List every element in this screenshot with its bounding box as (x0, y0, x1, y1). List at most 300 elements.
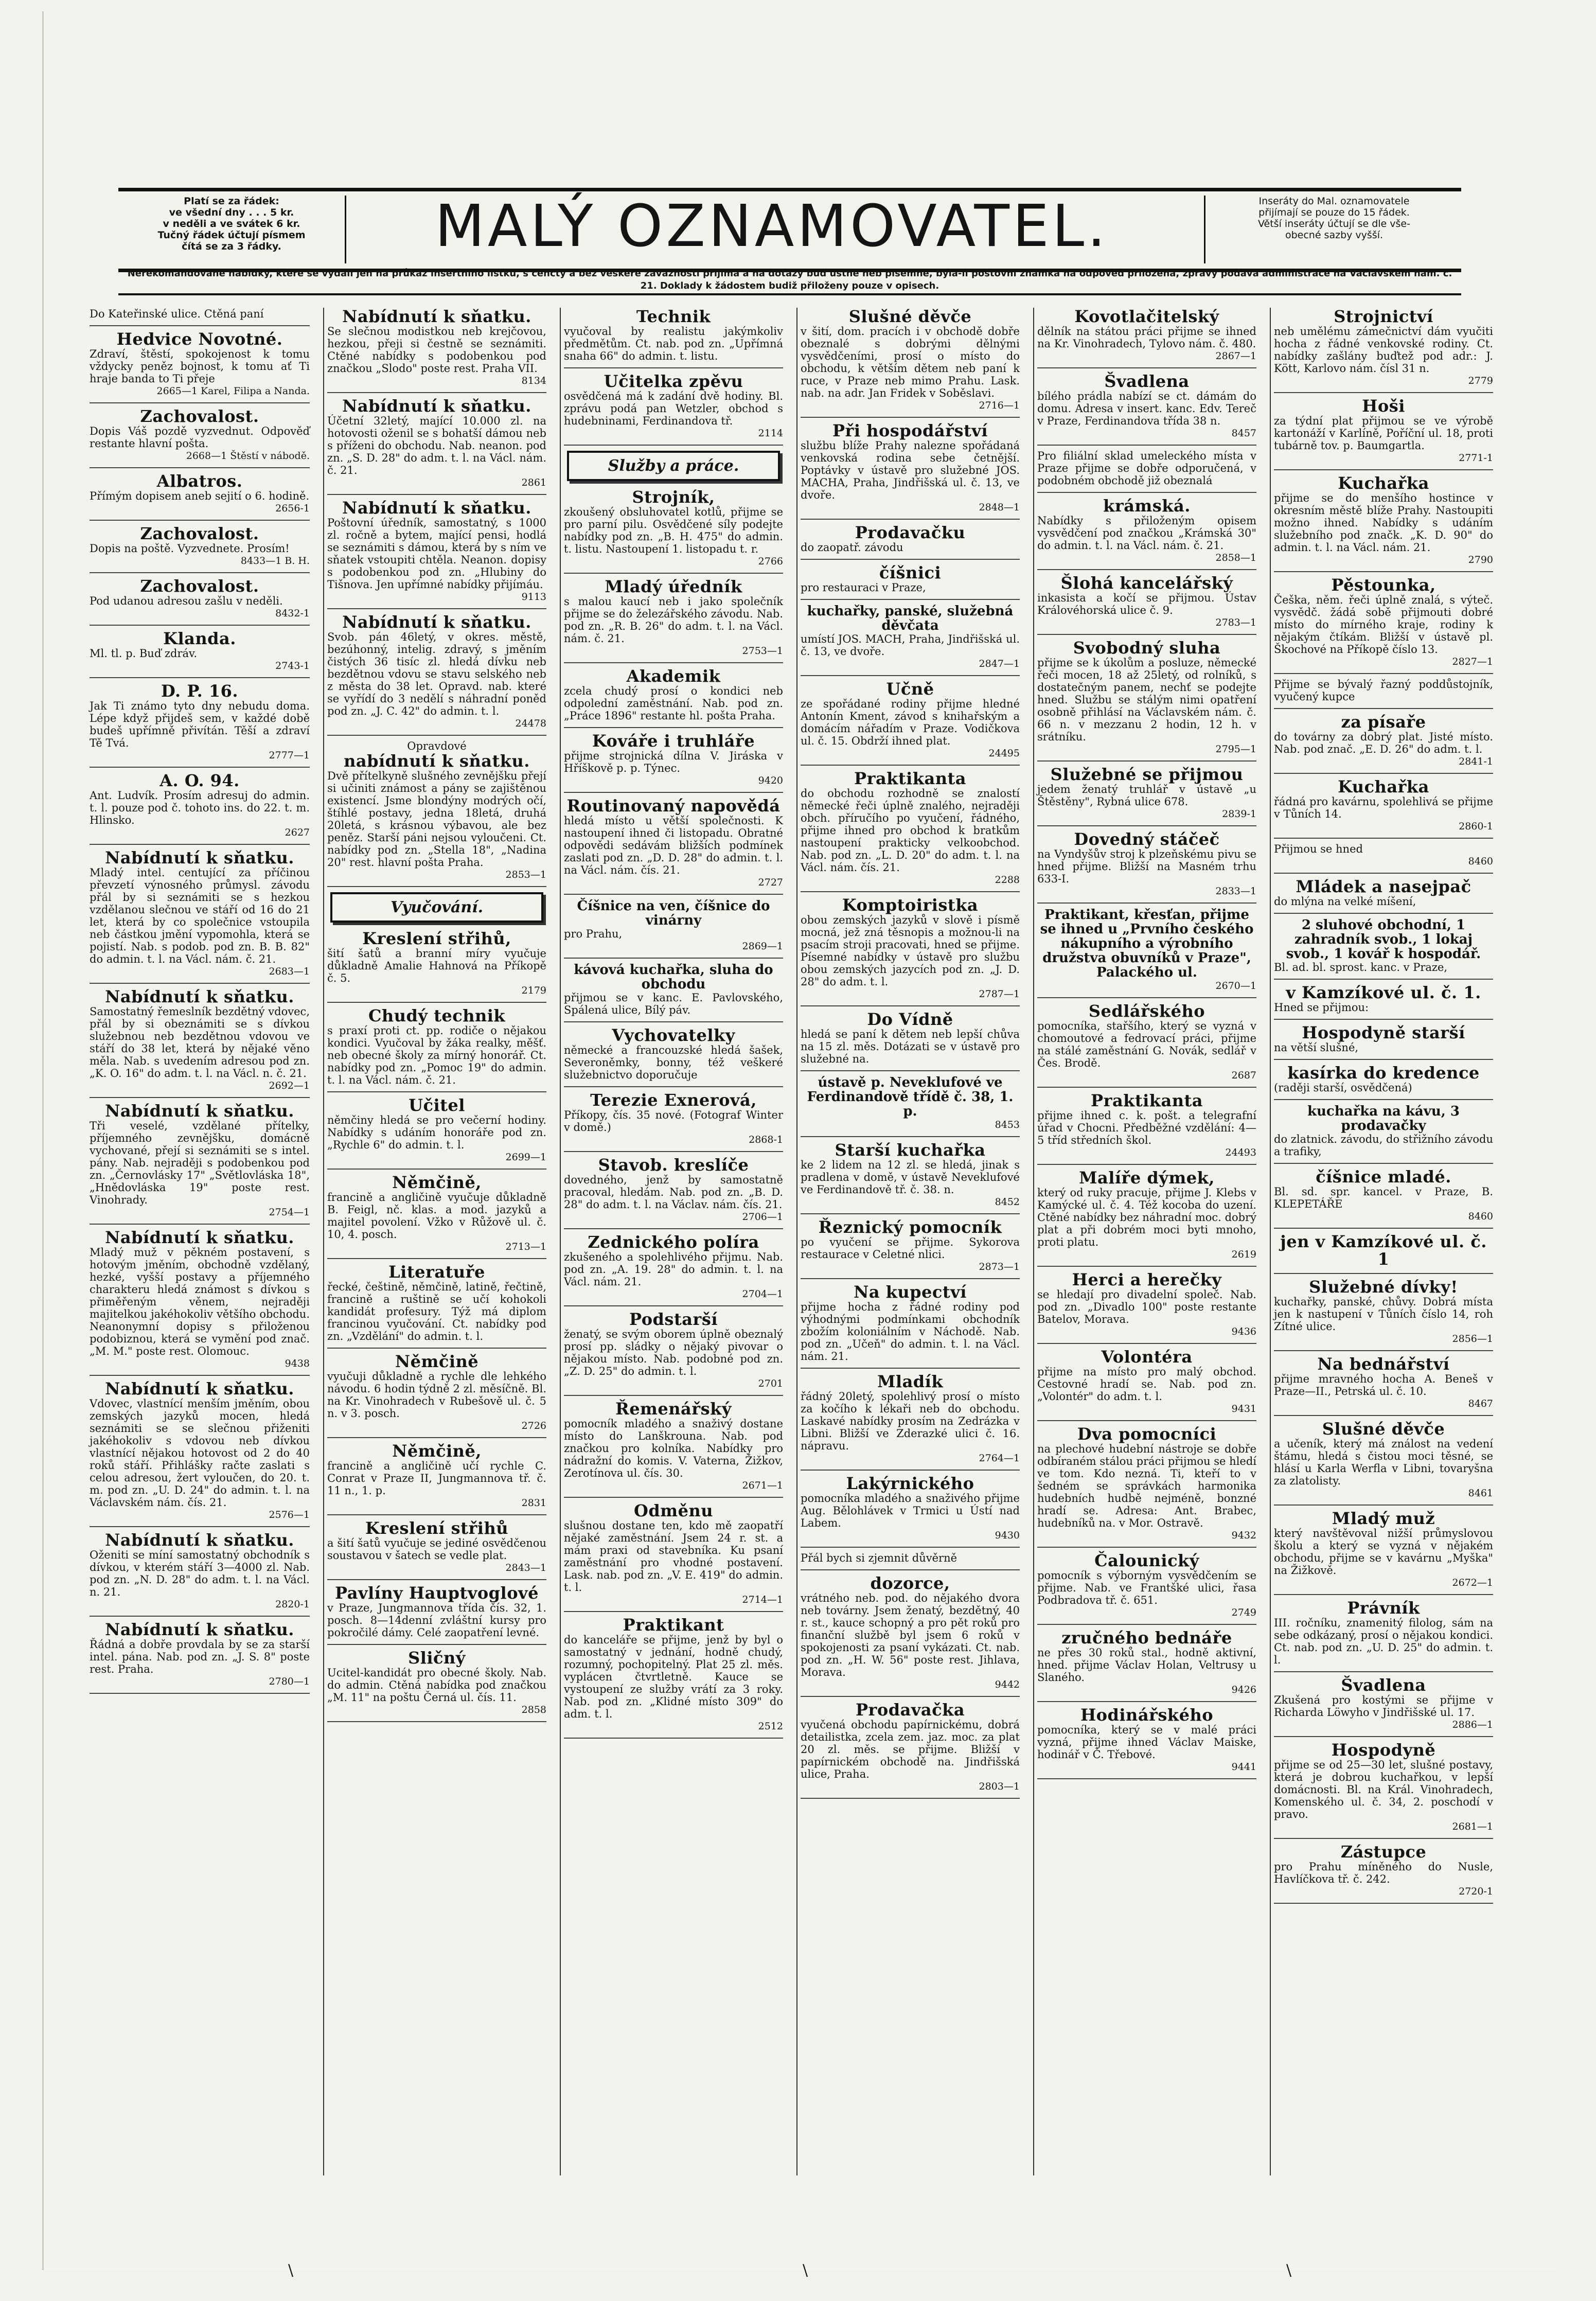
ad-code: 2860-1 (1459, 821, 1493, 832)
classified-ad (801, 770, 1020, 886)
ad-heading: Učitelka zpěvu (604, 371, 743, 391)
ad-column (86, 308, 313, 2175)
ad-divider (801, 417, 1020, 418)
ad-heading: Mladý muž (1332, 1509, 1435, 1528)
ad-body: Jak Ti známo tyto dny nebudu doma. Lépe když přijdeš sem, v každé době budeš upřímně přivítán. Těší a zdraví Tě Tvá. (90, 700, 310, 749)
ad-code: 8134 (521, 375, 546, 386)
ad-divider (801, 1070, 1020, 1071)
ad-code: 2701 (758, 1378, 783, 1389)
ad-body: řádný 20letý, spolehlivý prosí o místo za kočího k lékaři neb do obchodu. Laskavé nabídky prosím na Zedrázka v Libni. Bližší ve Zderazké ulici č. 16. nápravu. (801, 1390, 1020, 1452)
ad-divider (327, 1258, 546, 1259)
ad-heading: Pavlíny Hauptvoglové (335, 1583, 539, 1603)
ad-divider (1274, 773, 1493, 774)
ad-heading: Nabídnutí k sňatku. (342, 308, 531, 326)
ad-body: Poštovní úředník, samostatný, s 1000 zl. ročně a bytem, mající pensi, hodlá se seznámiti s dámou, která by s ním ve sňatek vstoupiti chtěla. Neanon. dopisy s podobenkou pod zn. „Hlubiny do Tišnova. Jen upřímné nabídky přijímáu. (327, 517, 546, 591)
ad-heading: Němčině, (392, 1173, 482, 1192)
ad-body: francině a angličině učí rychle C. Conrat v Praze II, Jungmannova tř. č. 11 n., 1. p. (327, 1460, 546, 1497)
ad-body: hledá se paní k dětem neb lepší chůva na 15 zl. měs. Dotázati se v ústavě pro služebné na. (801, 1028, 1020, 1065)
ad-body: přijme se od 25—30 let, slušné postavy, která je dobrou kuchařkou, v lepší domácnosti. Bl. na Král. Vinohradech, Komenského ul. č. 34, 2. poschodí v pravo. (1274, 1759, 1493, 1820)
ad-heading: Číšnice na ven, číšnice do vinárny (577, 898, 770, 928)
ad-body: Svob. pán 46letý, v okres. městě, bezúhonný, intelig. zdravý, s jměním čistých 36 tisíc zl. hledá dívku neb bezdětnou vdovu se stavu selského neb z města do 38 let. Opravd. nab. které se vyřídí do 3 nedělí s náhradní poněd pod zn. „J. C. 42" do admin. t. l. (327, 631, 546, 717)
classified-ad (1037, 497, 1256, 564)
ad-heading: Při hospodářství (832, 421, 988, 440)
ad-heading: kuchařka na kávu, 3 prodavačky (1307, 1104, 1460, 1134)
ad-divider (801, 1470, 1020, 1471)
ad-divider (90, 572, 310, 573)
classified-ad (327, 1584, 546, 1639)
ad-heading: A. O. 94. (159, 771, 240, 790)
ad-heading: Praktikanta (1091, 1091, 1203, 1110)
ad-body: po vyučení se přijme. Sykorova restaurace v Celetné nlici. (801, 1236, 1020, 1261)
classified-ad (564, 1502, 783, 1606)
ad-body: službu blíže Prahy nalezne spořádaná venkovská rodina sebe četnější. Poptávky v ústavě pro služebné JOS. MACHA, Praha, Jindřišská ul. č. 13, ve dvoře. (801, 439, 1020, 501)
rates-line: Tučný řádek účtují písmem (157, 229, 306, 241)
ad-heading: Hospodyně (1331, 1740, 1436, 1760)
masthead-rules (1204, 196, 1463, 263)
ad-heading: číšnice mladé. (1316, 1167, 1451, 1187)
ad-heading: Hedvice Novotné. (116, 329, 283, 349)
classified-ad (327, 1007, 546, 1086)
ad-heading: Prodavačka (855, 1700, 965, 1720)
ad-divider (801, 891, 1020, 892)
rates-line: Platí se za řádek: (184, 196, 279, 207)
classified-ad (1274, 778, 1493, 833)
ad-body: Ucitel-kandidát pro obecné školy. Nab. do admin. Ctěná nabídka pod značkou „M. 11" na poštu Černá ul. čís. 11. (327, 1667, 546, 1704)
ad-code: 9430 (995, 1530, 1020, 1541)
ad-code: 2780—1 (269, 1676, 310, 1687)
ad-heading: Komptoiristka (842, 895, 979, 915)
classified-ad (90, 1229, 310, 1370)
ad-divider (90, 677, 310, 678)
ad-body: němčiny hledá se pro večerní hodiny. Nabídky s udáním honoráře pod zn. „Rychle 6" do admin. t. l. (327, 1114, 546, 1151)
classified-ad (1274, 984, 1493, 1014)
ad-code: 2853—1 (505, 869, 546, 880)
ad-code: 2743-1 (275, 660, 310, 671)
ad-code: 2699—1 (505, 1152, 546, 1163)
ad-divider (564, 1021, 783, 1022)
ad-column (560, 308, 786, 2175)
ad-code: 2706—1 (742, 1211, 783, 1223)
ad-divider (1037, 1624, 1256, 1625)
ad-heading: Kuchařka (1338, 777, 1429, 796)
classified-ad (327, 397, 546, 489)
ad-divider (1037, 902, 1256, 904)
ad-code: 2704—1 (742, 1288, 783, 1300)
ad-heading: Čalounický (1094, 1551, 1199, 1570)
ad-divider (1037, 825, 1256, 826)
classified-ad (90, 577, 310, 620)
ad-code: 2868-1 (749, 1134, 783, 1145)
ad-heading: Nabídnutí k sňatku. (105, 987, 294, 1006)
classified-ad (1274, 1278, 1493, 1345)
footer-mark: \ (288, 2261, 294, 2279)
classified-ad (801, 1218, 1020, 1273)
classified-ad (801, 1475, 1020, 1542)
ad-column (1270, 308, 1496, 2175)
ad-body: Nabídky s přiloženým opisem vysvědčení pod značkou „Krámská 30" do admin. t. l. na Václ. nám. č. 21. (1037, 515, 1256, 552)
ad-body: Ant. Ludvík. Prosím adresuj do admin. t. l. pouze pod č. tohoto ins. do 22. t. m. Hlinsko. (90, 789, 310, 826)
ad-body: který od ruky pracuje, přijme J. Klebs v Kamýcké ul. č. 4. Též kocoba do uzení. Ctěné nabídky bez náhradní moc. dobrý plat a při dobrém moci byti mnoho, proti platu. (1037, 1187, 1256, 1248)
ad-divider (1037, 367, 1256, 368)
ad-heading: Na bednářství (1317, 1354, 1450, 1374)
ad-body: pomocníka, stařšího, který se vyzná v chomoutové a fedrovací práci, přijme na stálé zaměstnání G. Novák, sedlář v Čes. Brodě. (1037, 1020, 1256, 1069)
classified-ad (1274, 308, 1493, 387)
ad-divider (801, 1213, 1020, 1214)
ad-divider (327, 1579, 546, 1580)
ad-body: Dvě přítelkyně slušného zevnějšku přejí si učiniti známost a pány se zajištěnou existencí. Jsme blondýny modrých očí, štíhlé postavy, jedna 18letá, druhá 20letá, s krásnou výbavou, ale bez peněz. Starší páni nejsou vyloučeni. Ct. nabídky pod zn. „Stella 18", „Nadina 20" rest. hlavní pošta Praha. (327, 770, 546, 869)
ad-divider (564, 1395, 783, 1396)
classified-ad (1037, 1002, 1256, 1082)
ad-divider (1274, 1838, 1493, 1839)
ad-body: Přijmou se hned (1274, 843, 1363, 855)
ad-body: Pro filiální sklad umeleckého místa v Praze přijme se dobře odporučená, v podobném obchodě již obeznalá (1037, 450, 1256, 487)
ad-heading: Hoši (1362, 396, 1405, 416)
ad-body: osvědčená má k zadání dvě hodiny. Bl. zprávu podá pan Wetzler, obchod s hudebninami, Ferdinandova tř. (564, 390, 783, 427)
classified-ad (564, 373, 783, 439)
classified-ad (327, 1649, 546, 1716)
ad-heading: Kreslení střihů, (362, 929, 511, 948)
ad-code: 2848—1 (979, 502, 1020, 513)
ad-heading: Herci a herečky (1072, 1270, 1222, 1289)
ad-code: 9438 (285, 1358, 310, 1369)
ad-code: 9420 (758, 775, 783, 786)
ad-body: za týdní plat přijmou se ve výrobě kartonáží v Karlíně, Poříční ul. 18, proti tubárně tov. p. Baumgartla. (1274, 415, 1493, 452)
ad-code: 2831 (521, 1497, 546, 1509)
classified-ad (801, 1075, 1020, 1131)
ad-body: přijme mravného hocha A. Beneš v Praze—II., Petrská ul. č. 10. (1274, 1373, 1493, 1397)
ad-code: 2683—1 (269, 966, 310, 977)
ad-heading: Nabídnutí k sňatku. (105, 1228, 294, 1247)
ad-heading: Služebné se přijmou (1050, 765, 1244, 784)
ad-body: a šití šatů vyučuje se jediné osvědčenou soustavou v šatech se vedle plat. (327, 1537, 546, 1562)
ad-heading: Právník (1347, 1598, 1420, 1618)
ad-divider (327, 494, 546, 495)
ad-code: 8467 (1468, 1398, 1493, 1409)
ad-code: 2681—1 (1452, 1821, 1493, 1832)
ad-divider (1274, 979, 1493, 980)
masthead-note: Nerekomandované nabídky, které se vydalí jen na průkaz insertního lístku, s ceñcty a bez veškeré závaznosti přijímá a na dotazy buď ústně neb písemně, byla-li poštovní známka na odpověď přiložena, zprávy podává administrace na Václavském nám. č. 21. Doklady k žádostem budiž přiloženy pouze v opisech. (118, 268, 1461, 295)
ad-body: Přímým dopisem aneb sejití o 6. hodině. (90, 490, 310, 502)
ad-code: 2727 (758, 877, 783, 888)
ad-body: zcela chudý prosí o kondici neb odpolední zaměstnání. Nab. pod zn. „Práce 1896" restante hl. pošta Praha. (564, 685, 783, 722)
ad-heading: Šlohá kancelářský (1060, 573, 1233, 593)
ad-code: 2687 (1231, 1070, 1256, 1081)
ad-code: 2716—1 (979, 400, 1020, 411)
ad-body: Samostatný řemeslník bezdětný vdovec, přál by si obeznámiti se s dívkou služebnou neb bezdětnou vdovou ve stáří do 38 let, která by nějaké věno měla. Nab. s uvedením adresou pod zn. „K. O. 16" do adm. t. l. na Václ. n. č. 21. (90, 1005, 310, 1079)
ad-code: 2668—1 Štěstí v nábodě. (186, 450, 310, 462)
ad-heading: Kuchařka (1338, 473, 1429, 493)
ad-divider (801, 559, 1020, 560)
classified-ad (327, 1519, 546, 1574)
ad-heading: krámská. (1103, 496, 1191, 516)
ad-divider (564, 1228, 783, 1229)
ad-body: Zkušená pro kostými se přijme v Richarda Löwyho v Jindřišské ul. 17. (1274, 1694, 1493, 1719)
ad-body: pomocník mladého a snaživý dostane místo do Lanškrouna. Nab. pod značkou pro kolníka. Nabídky pro nádražní do komis. V. Vaterna, Žižkov, Zerotínova ul. čís. 30. (564, 1418, 783, 1479)
ad-heading: Slušné děvče (848, 308, 972, 326)
classified-ad (90, 630, 310, 672)
classified-ad (90, 1531, 310, 1610)
footer-mark: \ (1286, 2261, 1292, 2279)
ad-body: se hledají pro divadelní společ. Nab. pod zn. „Divadlo 100" poste restante Batelov, Morava. (1037, 1288, 1256, 1325)
ad-body: pomocníka, který se v malé práci vyzná, přijme ihned Václav Maiske, hodinář v Č. Třebové. (1037, 1724, 1256, 1761)
classified-ad (801, 680, 1020, 759)
classified-ad (327, 613, 546, 730)
ad-divider (90, 325, 310, 326)
ad-heading: Němčině (395, 1352, 479, 1371)
ad-heading: Dva pomocníci (1077, 1424, 1217, 1444)
classified-ad (1274, 1599, 1493, 1666)
ad-body: III. ročníku, znamenitý filolog, sám na sebe odkázaný, prosí o nějakou kondici. Ct. nab. pod zn. „U. D. 25" do admin. t. l. (1274, 1617, 1493, 1666)
ad-divider (90, 402, 310, 403)
ad-body: Mladý muž v pěkném postavení, s hotovým jměním, obchodně vzdělaný, hezké, vyšší postavy a příjemného charakteru hledá známost s dívkou s přiměřeným věnem, nejraději majitelkou jakéhokoliv většího obchodu. Neanonymní dopisy s přiloženou podobiznou, která se vymění pod znač. „M. M." poste rest. Olomouc. (90, 1246, 310, 1357)
ad-body: slušnou dostane ten, kdo mě zaopatří nějaké zaměstnání. Jsem 24 r. st. a mám praxi od stavebníka. Ku psaní zaměstnání pro vhodné postavení. Lask. nab. pod zn. „V. E. 419" do admin. t. l. (564, 1519, 783, 1594)
classified-ad (801, 1141, 1020, 1208)
ad-body: Řádná a dobře provdala by se za starší intel. pána. Nab. pod zn. „J. S. 8" poste rest. Praha. (90, 1638, 310, 1675)
classified-ad (90, 682, 310, 762)
ad-body: Do Kateřinské ulice. Ctěná paní (90, 308, 264, 320)
ad-divider (327, 392, 546, 393)
ad-code: 9442 (995, 1679, 1020, 1690)
ad-divider (801, 1368, 1020, 1369)
ad-heading: Hodinářského (1080, 1705, 1214, 1725)
ad-code: 2766 (758, 556, 783, 567)
ad-body: v Praze, Jungmannova třída čís. 32, 1. posch. 8—14denní zvláštní kursy pro pokročilé dámy. Celé zaopatření levné. (327, 1602, 546, 1639)
ad-code: 2841-1 (1459, 756, 1493, 767)
ad-heading: Nabídnutí k sňatku. (342, 498, 531, 518)
classified-ad (801, 564, 1020, 594)
ad-body: dovedného, jenž by samostatně pracoval, hledám. Nab. pod zn. „B. D. 28" do adm. t. l. na Václav. nám. čís. 21. (564, 1174, 783, 1211)
ad-body: řecké, češtině, němčině, latině, řečtině, francině a ruštině se učí kohokoli kandidát profesury. Týž má diplom francinou vyučování. Ct. nabídky pod zn. „Vzdělání" do admin. t. l. (327, 1281, 546, 1342)
page-title: MALÝ OZNAMOVATEL. (435, 193, 1109, 260)
ad-heading: Zednického políra (588, 1232, 759, 1252)
ad-code: 9113 (521, 591, 546, 603)
ad-body: přijme hocha z řádné rodiny pod výhodnými podmínkami obchodník zbožím koloniálním v Náchodě. Nab. pod zn. „Učeň" do admin. t. l. na Václ. nám. 21. (801, 1301, 1020, 1362)
ad-body: Hned se přijmou: (1274, 1001, 1369, 1014)
ad-divider (564, 1497, 783, 1498)
classified-ad (564, 488, 783, 568)
ad-divider (1274, 392, 1493, 393)
ad-divider (564, 894, 783, 895)
ad-body: pomocník s výborným vysvědčením se přijme. Nab. ve Frantšké ulici, řasa Podbradova tř. č. 651. (1037, 1569, 1256, 1606)
classified-ad (1274, 843, 1493, 868)
ad-body: zkušeného a spolehlivého přijmu. Nab. pod zn. „A. 19. 28" do admin. t. l. na Václ. nám. 21. (564, 1251, 783, 1288)
ad-code: 2803—1 (979, 1781, 1020, 1792)
ad-code: 9431 (1231, 1403, 1256, 1414)
ad-divider (1274, 1273, 1493, 1274)
ad-heading: Kovotlačitelský (1074, 308, 1219, 326)
ad-divider (1274, 1019, 1493, 1020)
ad-body: do zlatnick. závodu, do střižního závodu a trafiky, (1274, 1133, 1493, 1158)
ad-body: inkasista a kočí se přijmou. Ústav Královéhorská ulice č. 9. (1037, 592, 1256, 616)
ad-divider (1037, 760, 1256, 762)
ad-body: pro Prahu, (564, 928, 623, 940)
classified-ad (1037, 908, 1256, 992)
ad-divider (327, 886, 546, 887)
ad-heading: Učně (886, 679, 934, 699)
ad-body: v šití, dom. pracích i v obchodě dobře obeznalé s dobrými dělnými vysvědčeními, prosí o místo do obchodu, k větším dětem neb paní k ruce, v Praze neb mimo Prahu. Lask. nab. na adr. Jan Fridek v Soběslavi. (801, 325, 1020, 399)
ad-code: 2754—1 (269, 1207, 310, 1218)
ad-body: Dopis na poště. Vyzvednete. Prosím! (90, 542, 290, 555)
ad-code: 9426 (1231, 1684, 1256, 1695)
classified-ad (564, 667, 783, 722)
ad-divider (1037, 634, 1256, 635)
classified-ad (1274, 678, 1493, 703)
ad-heading: Švadlena (1104, 371, 1190, 391)
classified-ad (1037, 830, 1256, 897)
classified-ad (564, 1091, 783, 1146)
ad-heading: zručného bednáře (1061, 1628, 1232, 1648)
ad-code: 2777—1 (269, 750, 310, 761)
ad-divider (327, 1644, 546, 1645)
ad-heading: Slušné děvče (1322, 1419, 1445, 1439)
ad-body: do továrny za dobrý plat. Jisté místo. Nab. pod znač. „E. D. 26" do adm. t. l. (1274, 731, 1493, 755)
ad-divider (90, 1526, 310, 1527)
ad-divider (564, 1738, 783, 1739)
ad-heading: Kováře i truhláře (592, 731, 755, 751)
ad-code: 2858—1 (1215, 552, 1256, 563)
ad-body: vyučená obchodu papírnickému, dobrá detailistka, zcela zem. jaz. moc. za plat 20 zl. měs. se přijme. Bližší v papírnickém obchodě na. Jindřišská ulice, Praha. (801, 1719, 1020, 1780)
ad-code: 8461 (1468, 1488, 1493, 1499)
classified-ad (801, 524, 1020, 554)
classified-ad (801, 1552, 1020, 1564)
ad-code: 2726 (521, 1420, 546, 1431)
classified-ad (1274, 1420, 1493, 1499)
ad-divider (564, 792, 783, 793)
classified-ad (801, 308, 1020, 412)
classified-ad (564, 1156, 783, 1223)
ad-divider (90, 625, 310, 626)
ad-heading: Klanda. (163, 629, 236, 648)
classified-ad (801, 1011, 1020, 1065)
ad-columns (86, 308, 1508, 2175)
ad-divider (90, 1097, 310, 1098)
classified-ad (1037, 1629, 1256, 1696)
ad-heading: Starší kuchařka (835, 1140, 986, 1160)
ad-code: 2114 (758, 428, 783, 439)
ad-heading: Služebné dívky! (1309, 1277, 1458, 1297)
ad-code: 2627 (285, 827, 310, 838)
classified-ad (1037, 639, 1256, 755)
classified-ad (564, 1311, 783, 1390)
ad-divider (1274, 873, 1493, 874)
classified-ad (564, 578, 783, 657)
ad-heading: Albatros. (156, 471, 243, 491)
classified-ad (801, 1701, 1020, 1793)
ad-divider (1274, 708, 1493, 709)
ad-heading: Praktikant, křesťan, přijme se ihned u „Prvního českého nákupního a výrobního družstva obuvníků v Praze", Palackého ul. (1040, 907, 1254, 980)
ad-body: přijme ihned c. k. pošt. a telegrafní úřad v Chocni. Předběžné vzdělání: 4—5 tříd středních škol. (1037, 1109, 1256, 1146)
ad-heading: Sedlářského (1088, 1001, 1205, 1021)
ad-divider (1037, 1778, 1256, 1779)
ad-heading: Němčině, (392, 1441, 482, 1461)
ad-code: 2790 (1468, 554, 1493, 565)
ad-divider (1274, 1059, 1493, 1060)
ad-heading: Akademik (626, 666, 721, 686)
classified-ad (564, 899, 783, 952)
ad-heading: Nabídnutí k sňatku. (105, 1620, 294, 1639)
masthead-rates (118, 196, 346, 263)
ad-heading: Prodavačku (855, 523, 966, 542)
ad-code: 2820-1 (275, 1599, 310, 1610)
ad-body: obou zemských jazyků v slově i písmě mocná, jež zná těsnopis a možnou-li na psacím stroji pracovati, hned se přijme. Písemné nabídky v ústavě pro službu obou zemských jazycích pod zn. „J. D. 28" do adm. t. l. (801, 914, 1020, 988)
ad-heading: kuchařky, panské, služebná děvčata (807, 604, 1014, 633)
ad-divider (327, 1169, 546, 1170)
ad-divider (801, 1798, 1020, 1799)
classified-ad (90, 408, 310, 462)
ad-heading: Dovedný stáčeč (1074, 829, 1220, 849)
rates-line: čítá se za 3 řádky. (182, 241, 281, 252)
ad-heading: Odměnu (634, 1501, 713, 1520)
ad-body: řádná pro kavárnu, spolehlivá se přijme v Tůních 14. (1274, 795, 1493, 820)
ad-heading: Mladý úředník (605, 577, 742, 596)
ad-code: 2288 (995, 874, 1020, 886)
ad-divider (564, 367, 783, 368)
ad-code: 2858 (521, 1704, 546, 1715)
ad-code: 2861 (521, 477, 546, 488)
ad-heading: Stavob. kreslíče (598, 1155, 749, 1175)
classified-ad (1274, 397, 1493, 464)
classified-ad (1274, 1233, 1493, 1268)
ad-code: 2665—1 Karel, Filipa a Nanda. (156, 385, 310, 397)
ad-body: Přál bych si zjemnit důvěrně (801, 1552, 957, 1564)
ad-body: Bl. sd. spr. kancel. v Praze, B. KLEPETÁŘE (1274, 1185, 1493, 1210)
ad-divider (801, 1547, 1020, 1548)
classified-ad (1274, 1741, 1493, 1833)
classified-ad (1037, 1706, 1256, 1773)
classified-ad (1274, 1064, 1493, 1094)
ad-body: který navštěvoval nižší průmyslovou školu a který se vyzná v nějakém obchodu, přijme se v kavárnu „Myška" na Žižkově. (1274, 1527, 1493, 1577)
classified-ad (1037, 450, 1256, 487)
ad-heading: Podstarší (629, 1309, 718, 1329)
ad-heading: Nabídnutí k sňatku. (105, 1379, 294, 1399)
ad-divider (327, 1348, 546, 1349)
classified-ad (564, 797, 783, 889)
ad-heading: Praktikanta (854, 769, 966, 788)
ad-divider (1037, 1087, 1256, 1088)
ad-heading: Řeznický pomocník (818, 1217, 1002, 1237)
classified-ad (1037, 1552, 1256, 1619)
ad-divider (564, 1151, 783, 1152)
rates-line: v neděli a ve svátek 6 kr. (163, 218, 300, 229)
ad-code: 8433—1 B. H. (240, 555, 310, 567)
ad-code: 24493 (1225, 1147, 1256, 1158)
classified-ad (1274, 1843, 1493, 1898)
classified-ad (1274, 576, 1493, 668)
ad-divider (1274, 1736, 1493, 1737)
ad-code: 2833—1 (1215, 886, 1256, 897)
classified-ad (90, 472, 310, 515)
ad-code: 2779 (1468, 375, 1493, 386)
ad-heading: Volontéra (1101, 1347, 1193, 1367)
ad-divider (1274, 1504, 1493, 1506)
classified-ad (90, 525, 310, 567)
ad-heading: Strojnictví (1334, 308, 1433, 326)
ad-heading: Nabídnutí k sňatku. (342, 396, 531, 416)
classified-ad (1037, 1425, 1256, 1542)
ad-code: 2619 (1231, 1249, 1256, 1260)
ad-code: 2867—1 (1215, 350, 1256, 362)
ad-divider (1274, 469, 1493, 470)
ad-code: 2839-1 (1222, 808, 1256, 820)
ad-divider (90, 1693, 310, 1694)
ad-body: přijme na místo pro malý obchod. Cestovné hradí se. Nab. pod zn. „Volontér" do adm. t. l. (1037, 1366, 1256, 1403)
ad-code: 2783—1 (1215, 617, 1256, 628)
ad-body: bílého prádla nabízí se ct. dámám do domu. Adresa v insert. kanc. Edv. Tereč v Praze, Ferdinandova třída 38 n. (1037, 390, 1256, 427)
ad-code: 2843—1 (505, 1562, 546, 1573)
classified-ad (1274, 1168, 1493, 1223)
ad-divider (90, 1616, 310, 1617)
ad-heading: Routinovaný napovědá (566, 796, 781, 816)
